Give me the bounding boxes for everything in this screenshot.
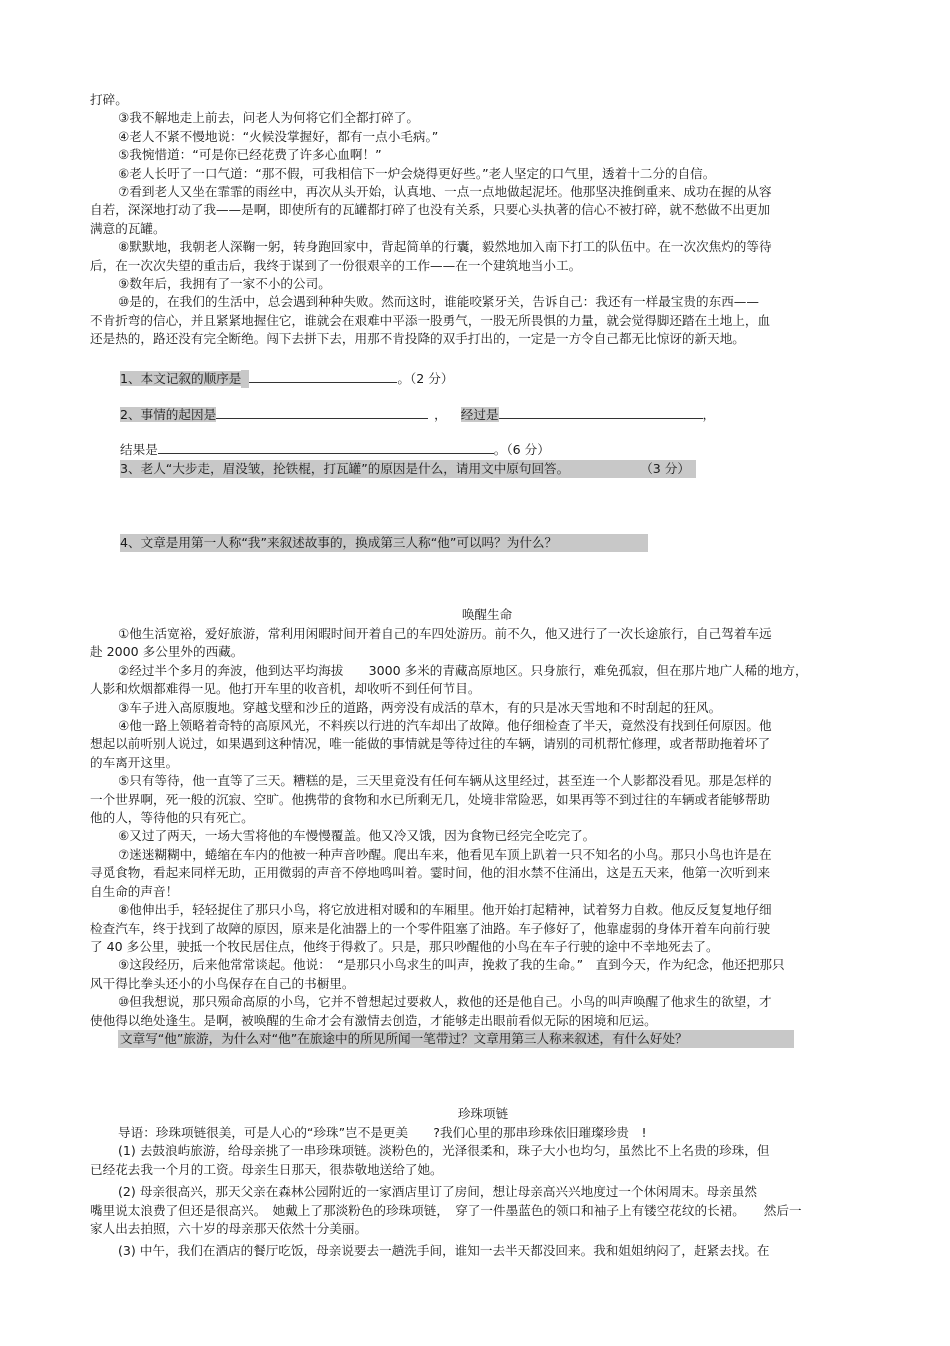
paragraph-line: 寻觅食物，看起来同样无助，正用微弱的声音不停地鸣叫着。霎时间，他的泪水禁不住涌出，这是五天来，他第一次听到来 [90, 865, 771, 881]
paragraph-line: ③我不解地走上前去，问老人为何将它们全都打碎了。 [118, 110, 419, 126]
paragraph-line: ⑥又过了两天，一场大雪将他的车慢慢覆盖。他又冷又饿，因为食物已经完全吃完了。 [118, 828, 596, 844]
paragraph-line: 使他得以绝处逢生。是啊，被唤醒的生命才会有激情去创造，才能够走出眼前看似无际的困境和厄运。 [90, 1012, 657, 1028]
paragraph-line: 已经花去我一个月的工资。母亲生日那天，很恭敬地送给了她。 [90, 1161, 443, 1177]
paragraph-line: 他的人，等待他的只有死亡。 [90, 810, 254, 826]
paragraph-line: 风干得比拳头还小的小鸟保存在自己的书橱里。 [90, 975, 355, 991]
paragraph-line: 打碎。 [90, 92, 128, 107]
paragraph-line: ①他生活宽裕，爱好旅游，常利用闲暇时间开着自己的车四处游历。前不久，他又进行了一次长途旅行，自己驾着车远 [118, 626, 772, 641]
answer-blank[interactable] [216, 406, 428, 419]
paragraph-line: ⑨数年后，我拥有了一家不小的公司。 [118, 276, 331, 292]
story-2-question-text: 文章写“他”旅游，为什么对“他”在旅途中的所见所闻一笔带过？文章用第三人称来叙述，有什么好处？ [120, 1031, 688, 1046]
story-3-text [90, 1124, 860, 1261]
question-3 [120, 460, 696, 478]
paragraph-line: ⑨这段经历，后来他常常谈起。他说： “是那只小鸟求生的叫声，挽救了我的生命。” 直到今天，作为纪念，他还把那只 [118, 957, 785, 973]
answer-blank[interactable] [249, 370, 397, 383]
question-2 [120, 406, 715, 424]
question-2-score: 。（6 分） [493, 442, 550, 457]
paragraph-line: (1) 去鼓浪屿旅游，给母亲挑了一串珍珠项链。淡粉色的，光泽很柔和，珠子大小也均匀，虽然比不上名贵的珍珠，但 [118, 1143, 770, 1159]
paragraph-line: ④他一路上领略着奇特的高原风光，不料疾以行进的汽车却出了故障。他仔细检查了半天，竟然没有找到任何原因。他 [118, 718, 772, 734]
paragraph-line: 的车离开这里。 [90, 754, 179, 770]
paragraph-line: ②经过半个多月的奔波，他到达平均海拔 3000 多米的青藏高原地区。只身旅行，难免孤寂，但在那片地广人稀的地方， [118, 662, 808, 678]
question-3-score: （3 分） [640, 461, 690, 476]
paragraph-line: 人影和炊烟都难得一见。他打开车里的收音机，却收听不到任何节目。 [90, 681, 481, 697]
paragraph-line: 检查汽车，终于找到了故障的原因，原来是化油器上的一个零件阻塞了油路。车子修好了，他靠虚弱的身体开着车向前行驶 [90, 920, 771, 936]
paragraph-line: (3) 中午，我们在酒店的餐厅吃饭，母亲说要去一趟洗手间，谁知一去半天都没回来。我和姐姐纳闷了，赶紧去找。在 [118, 1243, 770, 1259]
paragraph-line: 一个世界啊，死一般的沉寂、空旷。他携带的食物和水已所剩无几，处境非常险恶，如果再等不到过往的车辆或者能够帮助 [90, 791, 771, 807]
paragraph-line: 赴 2000 多公里外的西藏。 [90, 644, 244, 660]
question-1 [120, 370, 453, 388]
paragraph-line: 家人出去拍照，六十岁的母亲那天依然十分美丽。 [90, 1221, 368, 1237]
paragraph-line: 还是热的，路还没有完全断绝。闯下去拼下去，用那不肯投降的双手打出的，一定是一方令自己都无比惊讶的新天地。 [90, 331, 745, 347]
answer-blank[interactable] [158, 441, 494, 454]
paragraph-line: 自若，深深地打动了我——是啊，即使所有的瓦罐都打碎了也没有关系，只要心头执著的信心不被打碎，就不愁做不出更加 [90, 202, 771, 218]
paragraph-line: ⑤只有等待，他一直等了三天。糟糕的是，三天里竟没有任何车辆从这里经过，甚至连一个人影都没看见。那是怎样的 [118, 773, 772, 789]
paragraph-line: 了 40 多公里，驶抵一个牧民居住点，他终于得救了。只是，那只吵醒他的小鸟在车子行驶的途中不幸地死去了。 [90, 938, 719, 954]
paragraph-line: 嘴里说太浪费了但还是很高兴。 她戴上了那淡粉色的珍珠项链， 穿了一件墨蓝色的领口和袖子上有镂空花纹的长裙。 然后一 [90, 1202, 802, 1218]
question-4 [120, 534, 648, 552]
paragraph-line: 满意的瓦罐。 [90, 220, 166, 236]
story-2-question [118, 1030, 794, 1048]
story-1-text [90, 91, 830, 349]
paragraph-line: ⑥老人长吁了一口气道：“那不假，可我相信下一炉会烧得更好些。”老人坚定的口气里，透着十二分的自信。 [118, 165, 716, 181]
answer-blank[interactable] [499, 406, 703, 419]
question-2-comma: ， [434, 407, 447, 422]
question-1-label: 1、本文记叙的顺序是 [120, 371, 242, 386]
paragraph-line: ④老人不紧不慢地说：“火候没掌握好，都有一点小毛病。” [118, 128, 439, 144]
paragraph-line: ⑦迷迷糊糊中，蜷缩在车内的他被一种声音吵醒。爬出车来，他看见车顶上趴着一只不知名的小鸟。那只小鸟也许是在 [118, 846, 772, 862]
paragraph-line: ⑤我惋惜道：“可是你已经花费了许多心血啊！” [118, 147, 382, 163]
story-2-text [90, 625, 830, 1030]
paragraph-line: 后，在一次次失望的重击后，我终于谋到了一份很艰辛的工作——在一个建筑地当小工。 [90, 257, 582, 273]
paragraph-line: ⑩是的，在我们的生活中，总会遇到种种失败。然而这时，谁能咬紧牙关，告诉自己：我还有一样最宝贵的东西—— [118, 294, 759, 310]
question-4-text: 4、文章是用第一人称“我”来叙述故事的，换成第三人称“他”可以吗？为什么？ [120, 535, 558, 550]
story-2-title: 唤醒生命 [461, 607, 513, 622]
paragraph-line: ③车子进入高原腹地。穿越戈壁和沙丘的道路，两旁没有成活的草木，有的只是冰天雪地和不时刮起的狂风。 [118, 699, 722, 715]
paragraph-line: 导语：珍珠项链很美，可是人心的“珍珠”岂不是更美 ?我们心里的那串珍珠依旧璀璨珍贵 ! [118, 1125, 647, 1140]
paragraph-line: (2) 母亲很高兴，那天父亲在森林公园附近的一家酒店里订了房间，想让母亲高兴兴地度过一个休闲周末。母亲虽然 [118, 1184, 757, 1200]
paragraph-line: ⑧他伸出手，轻轻捉住了那只小鸟，将它放进相对暖和的车厢里。他开始打起精神，试着努力自救。他反反复复地仔细 [118, 902, 772, 918]
paragraph-line: ⑦看到老人又坐在霏霏的雨丝中，再次从头开始，认真地、一点一点地做起泥坯。他那坚决推倒重来、成功在握的从容 [118, 184, 772, 200]
question-2-mid-label: 经过是 [460, 407, 499, 422]
story-3-title: 珍珠项链 [457, 1106, 509, 1121]
question-3-text: 3、老人“大步走，眉没皱，抡铁棍，打瓦罐”的原因是什么，请用文中原句回答。 [120, 461, 570, 476]
paragraph-line: ⑧默默地，我朝老人深鞠一躬，转身跑回家中，背起简单的行囊，毅然地加入南下打工的队伍中。在一次次焦灼的等待 [118, 239, 772, 255]
question-2-end-punct: ， [702, 407, 716, 422]
question-2-result [120, 441, 550, 459]
question-2-result-label: 结果是 [120, 442, 158, 457]
question-2-label: 2、事情的起因是 [120, 407, 217, 422]
paragraph-line: ⑩但我想说，那只殒命高原的小鸟，它并不曾想起过要救人，救他的还是他自己。小鸟的叫声唤醒了他求生的欲望，才 [118, 994, 772, 1010]
paragraph-line: 想起以前听别人说过，如果遇到这种情况，唯一能做的事情就是等待过往的车辆，请别的司机帮忙修理，或者帮助拖着坏了 [90, 736, 771, 752]
question-1-score: 。（2 分） [397, 371, 454, 386]
paragraph-line: 不肯折弯的信心，并且紧紧地握住它，谁就会在艰难中平添一股勇气，一股无所畏惧的力量，就会觉得脚还踏在土地上，血 [90, 312, 771, 328]
paragraph-line: 自生命的声音！ [90, 883, 179, 899]
